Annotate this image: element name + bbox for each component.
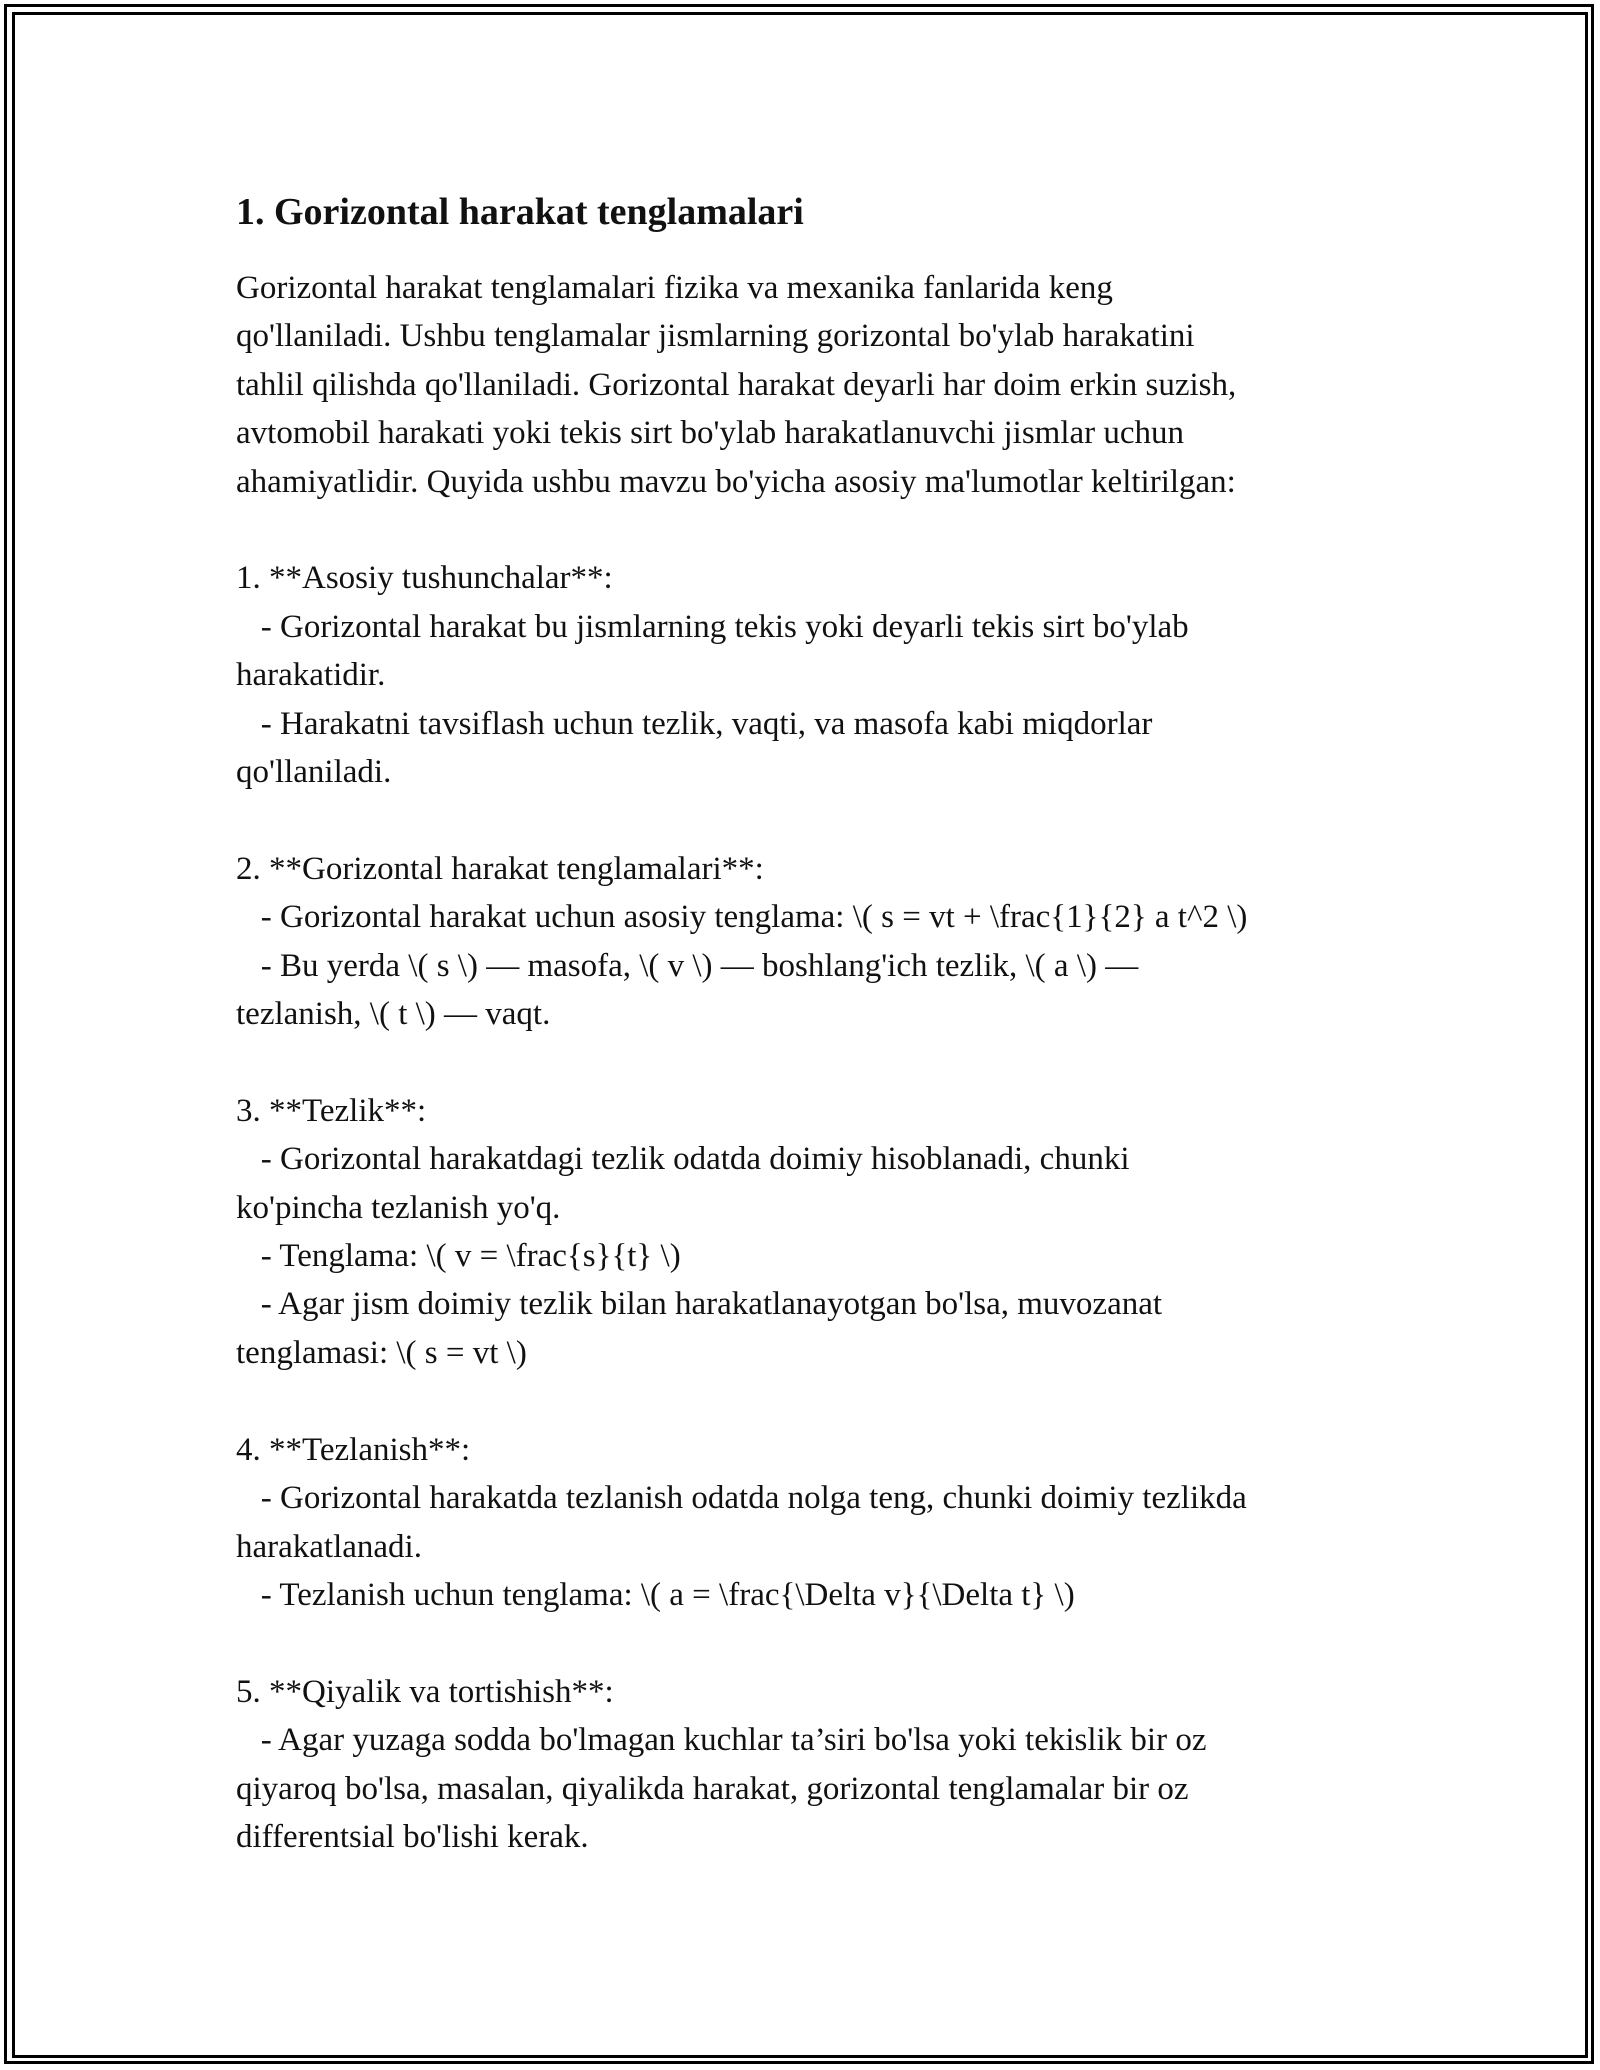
list-item-title: 4. **Tezlanish**: — [236, 1431, 471, 1468]
list-item-line: ko'pincha tezlanish yo'q. — [236, 1189, 561, 1226]
list-item-line: - Harakatni tavsiflash uchun tezlik, vaqti, va masofa kabi miqdorlar — [236, 705, 1153, 742]
list-item-line: qiyaroq bo'lsa, masalan, qiyalikda harakat, gorizontal tenglamalar bir oz — [236, 1770, 1189, 1807]
list-item-title: 3. **Tezlik**: — [236, 1092, 427, 1129]
intro-line: ahamiyatlidir. Quyida ushbu mavzu bo'yicha asosiy ma'lumotlar keltirilgan: — [236, 463, 1236, 500]
list-item-line: - Agar jism doimiy tezlik bilan harakatlanayotgan bo'lsa, muvozanat — [236, 1286, 1163, 1323]
list-item-line: tezlanish, \( t \) — vaqt. — [236, 996, 551, 1033]
list-item-line: - Gorizontal harakat bu jismlarning tekis yoki deyarli tekis sirt bo'ylab — [236, 608, 1189, 645]
list-item-line: - Gorizontal harakat uchun asosiy tenglama: \( s = vt + \frac{1}{2} a t^2 \) — [236, 899, 1248, 936]
intro-line: tahlil qilishda qo'llaniladi. Gorizontal harakat deyarli har doim erkin suzish, — [236, 366, 1237, 403]
spacer — [236, 1377, 1416, 1425]
spacer — [236, 506, 1416, 554]
list-item-line: - Bu yerda \( s \) — masofa, \( v \) — boshlang'ich tezlik, \( a \) — — [236, 947, 1139, 984]
spacer — [236, 1038, 1416, 1086]
list-item-line: - Gorizontal harakatda tezlanish odatda nolga teng, chunki doimiy tezlikda — [236, 1480, 1247, 1517]
list-item-tenglamalar — [236, 845, 1416, 1039]
document-body — [236, 186, 1416, 1861]
intro-line: avtomobil harakati yoki tekis sirt bo'ylab harakatlanuvchi jismlar uchun — [236, 415, 1185, 452]
list-item-line: qo'llaniladi. — [236, 754, 392, 791]
list-item-line: harakatidir. — [236, 657, 386, 694]
intro-line: qo'llaniladi. Ushbu tenglamalar jismlarning gorizontal bo'ylab harakatini — [236, 318, 1195, 355]
section-heading: 1. Gorizontal harakat tenglamalari — [236, 191, 804, 233]
list-item-line: - Gorizontal harakatdagi tezlik odatda doimiy hisoblanadi, chunki — [236, 1141, 1130, 1178]
list-item-title: 5. **Qiyalik va tortishish**: — [236, 1673, 614, 1710]
list-item-line: - Tenglama: \( v = \frac{s}{t} \) — [236, 1238, 681, 1275]
list-item-asosiy-tushunchalar — [236, 554, 1416, 796]
list-item-tezlik — [236, 1087, 1416, 1377]
list-item-line: - Tezlanish uchun tenglama: \( a = \frac{\Delta v}{\Delta t} \) — [236, 1576, 1075, 1613]
list-item-line: differentsial bo'lishi kerak. — [236, 1818, 589, 1855]
spacer — [236, 796, 1416, 844]
list-item-tezlanish — [236, 1426, 1416, 1620]
list-item-line: - Agar yuzaga sodda bo'lmagan kuchlar ta’siri bo'lsa yoki tekislik bir oz — [236, 1722, 1207, 1759]
intro-line: Gorizontal harakat tenglamalari fizika va mexanika fanlarida keng — [236, 270, 1113, 306]
spacer — [236, 1619, 1416, 1667]
list-item-title: 2. **Gorizontal harakat tenglamalari**: — [236, 850, 764, 887]
list-item-line: harakatlanadi. — [236, 1528, 422, 1565]
list-item-title: 1. **Asosiy tushunchalar**: — [236, 560, 613, 597]
intro-paragraph — [236, 264, 1416, 506]
list-item-line: tenglamasi: \( s = vt \) — [236, 1334, 527, 1371]
list-item-qiyalik — [236, 1668, 1416, 1862]
